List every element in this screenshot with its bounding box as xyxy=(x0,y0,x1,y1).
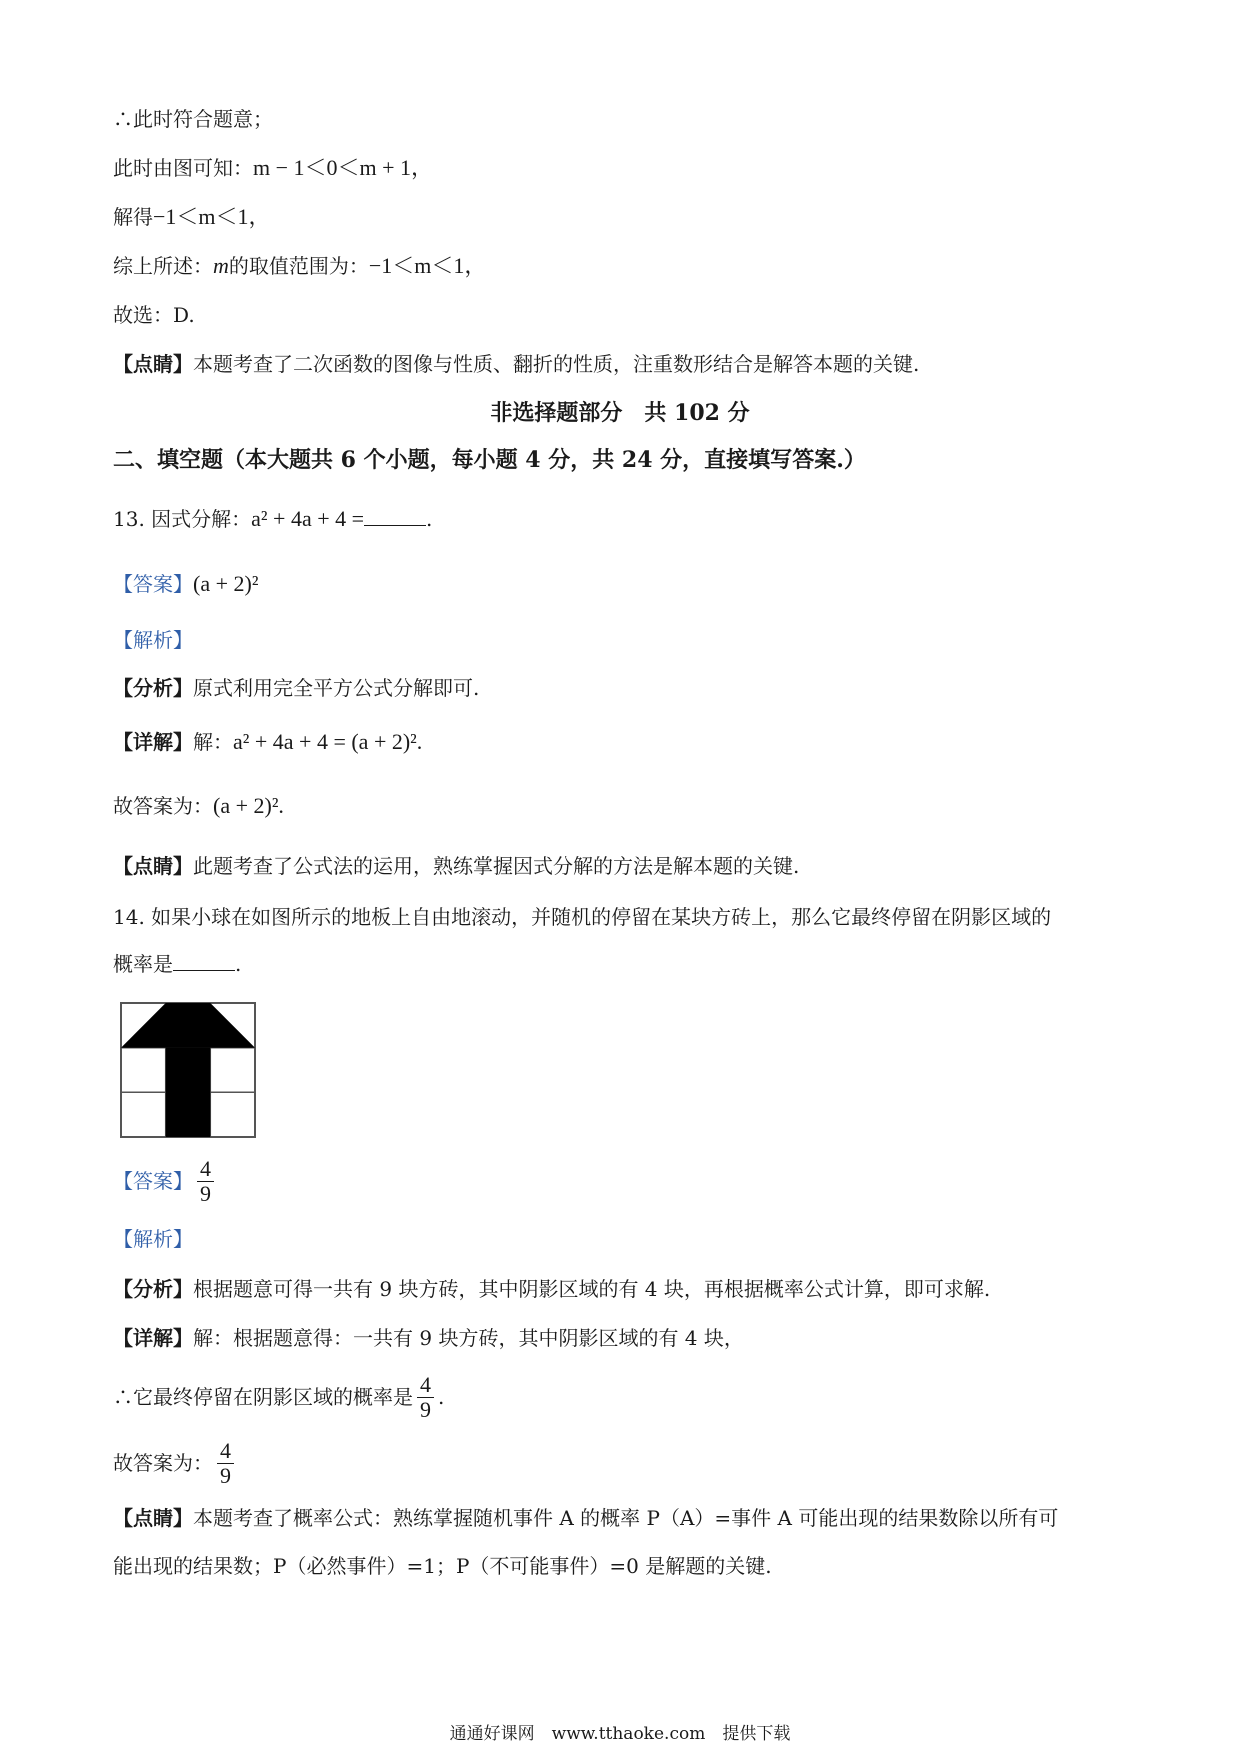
q13-stem-text: 13. 因式分解： xyxy=(113,507,252,531)
q14-therefore-fraction xyxy=(417,1373,434,1422)
q13-final-math: (a + 2)². xyxy=(213,793,284,818)
xiangjie-text: 解：根据题意得：一共有 9 块方砖，其中阴影区域的有 4 块， xyxy=(193,1326,744,1350)
q14-stem-end: . xyxy=(235,952,242,976)
fraction-denominator: 9 xyxy=(220,1462,231,1488)
inequality: m − 1＜0＜m + 1， xyxy=(253,155,434,180)
dianjing-tag: 【点睛】 xyxy=(113,352,193,376)
xiangjie-tag: 【详解】 xyxy=(113,730,193,754)
fenxi-text: 原式利用完全平方公式分解即可. xyxy=(193,676,480,700)
fenxi-tag: 【分析】 xyxy=(113,676,193,700)
answer-blank xyxy=(173,950,235,971)
q13-stem xyxy=(113,505,432,533)
answer-blank xyxy=(364,505,426,526)
therefore-text: ∴它最终停留在阴影区域的概率是 xyxy=(113,1385,413,1409)
q14-dianjing-line-1 xyxy=(113,1504,1058,1532)
arrow-shaft-shaded xyxy=(166,1048,211,1137)
solution-line-6 xyxy=(113,350,919,378)
q14-xiangjie xyxy=(113,1324,744,1352)
q14-analysis-tag xyxy=(113,1225,193,1253)
dianjing-tag: 【点睛】 xyxy=(113,1506,193,1530)
q13-answer-math: (a + 2)² xyxy=(193,571,259,596)
variable: m xyxy=(213,253,229,278)
xiangjie-tag: 【详解】 xyxy=(113,1326,193,1350)
q13-xiangjie-math: a² + 4a + 4 = (a + 2)². xyxy=(233,729,423,754)
fraction-numerator: 4 xyxy=(417,1373,434,1398)
final-prefix: 故答案为： xyxy=(113,794,213,818)
solution-text: 解得 xyxy=(113,205,153,229)
q13-final xyxy=(113,792,284,820)
answer-tag: 【答案】 xyxy=(113,1169,193,1193)
section-title: 非选择题部分 共 102 分 xyxy=(490,400,750,426)
dianjing-text: 本题考查了概率公式：熟练掌握随机事件 A 的概率 P（A）=事件 A 可能出现的结果数除以所有可 xyxy=(193,1506,1059,1530)
therefore-end: . xyxy=(438,1385,445,1409)
inequality: −1＜m＜1， xyxy=(368,253,487,278)
q13-answer xyxy=(113,570,258,598)
fenxi-tag: 【分析】 xyxy=(113,1277,193,1301)
page-footer: 通通好课网 www.tthaoke.com 提供下载 xyxy=(449,1724,791,1744)
solution-line-3 xyxy=(113,203,271,231)
fenxi-text: 根据题意可得一共有 9 块方砖，其中阴影区域的有 4 块，再根据概率公式计算，即可求解. xyxy=(193,1277,991,1301)
q14-stem-text: 14. 如果小球在如图所示的地板上自由地滚动，并随机的停留在某块方砖上，那么它最终停留在阴影区域的 xyxy=(113,905,1052,929)
tile-grid-svg xyxy=(120,1002,256,1138)
fraction-numerator: 4 xyxy=(217,1439,234,1464)
q14-fenxi xyxy=(113,1275,990,1303)
solution-line-2 xyxy=(113,154,433,182)
solution-text: 此时由图可知： xyxy=(113,156,253,180)
dianjing-text: 此题考查了公式法的运用，熟练掌握因式分解的方法是解本题的关键. xyxy=(193,854,800,878)
fraction-denominator: 9 xyxy=(200,1180,211,1206)
q14-answer xyxy=(113,1153,218,1209)
dianjing-text: 能出现的结果数；P（必然事件）=1；P（不可能事件）=0 是解题的关键. xyxy=(113,1554,772,1578)
dianjing-text: 本题考查了二次函数的图像与性质、翻折的性质，注重数形结合是解答本题的关键. xyxy=(193,352,920,376)
solution-text: 综上所述： xyxy=(113,254,213,278)
analysis-tag: 【解析】 xyxy=(113,628,193,652)
solution-line-5 xyxy=(113,301,195,329)
final-prefix: 故答案为： xyxy=(113,1451,213,1475)
q13-xiangjie xyxy=(113,728,422,756)
solution-text: 的取值范围为： xyxy=(228,254,369,278)
q14-final xyxy=(113,1434,238,1492)
q14-final-fraction xyxy=(217,1439,234,1488)
q14-stem-line-1 xyxy=(113,903,1051,931)
arrow-tile-figure xyxy=(120,1002,256,1142)
q13-analysis-tag xyxy=(113,626,193,654)
q13-stem-end: . xyxy=(426,507,433,531)
q14-stem-line-2 xyxy=(113,950,241,978)
answer-tag: 【答案】 xyxy=(113,572,193,596)
part-heading: 二、填空题（本大题共 6 个小题，每小题 4 分，共 24 分，直接填写答案.） xyxy=(113,447,866,473)
q13-expression: a² + 4a + 4 = xyxy=(251,506,365,531)
inequality: −1＜m＜1， xyxy=(153,204,271,229)
solution-text: 故选：D. xyxy=(113,303,195,327)
q14-therefore xyxy=(113,1368,444,1426)
q13-dianjing xyxy=(113,852,799,880)
xiangjie-text: 解： xyxy=(193,730,233,754)
q14-dianjing-line-2 xyxy=(113,1552,772,1580)
dianjing-tag: 【点睛】 xyxy=(113,854,193,878)
fraction-denominator: 9 xyxy=(420,1396,431,1422)
q14-answer-fraction xyxy=(197,1157,214,1206)
q14-stem-text: 概率是 xyxy=(113,952,173,976)
solution-line-4 xyxy=(113,252,486,280)
solution-text: ∴此时符合题意； xyxy=(113,107,273,131)
fraction-numerator: 4 xyxy=(197,1157,214,1182)
solution-line-1 xyxy=(113,105,273,133)
analysis-tag: 【解析】 xyxy=(113,1227,193,1251)
q13-fenxi xyxy=(113,674,479,702)
